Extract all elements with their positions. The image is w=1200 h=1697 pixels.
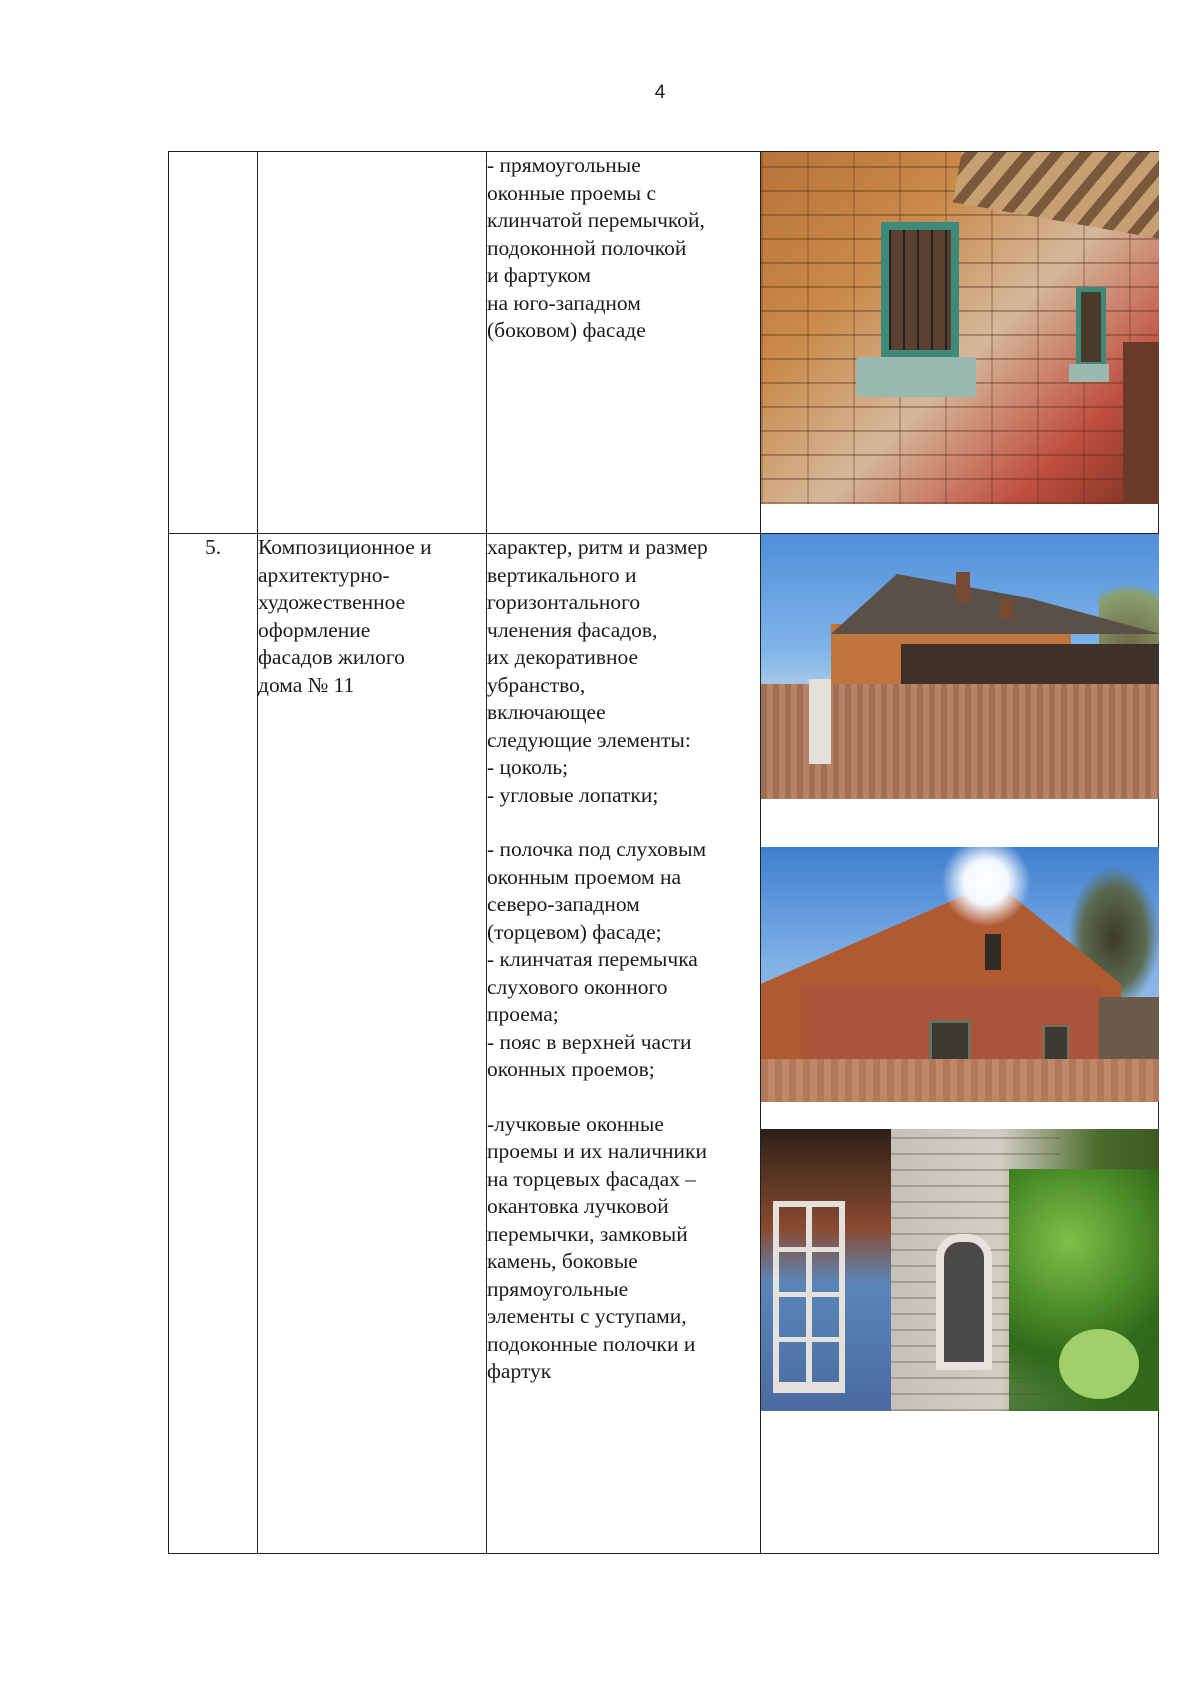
- heritage-elements-table: [168, 151, 1159, 1554]
- description-line: -лучковые оконные: [487, 1111, 664, 1136]
- fence: [761, 1059, 1159, 1102]
- description-line: слухового оконного: [487, 974, 668, 999]
- description-line: подоконные полочки и: [487, 1331, 696, 1356]
- description-line: камень, боковые: [487, 1249, 638, 1273]
- brick-facade-windows-photo: [761, 152, 1159, 504]
- shed: [1099, 997, 1159, 1067]
- subject-line: дома № 11: [258, 672, 355, 697]
- description-line: членения фасадов,: [487, 617, 658, 642]
- row-number-cell: [169, 534, 258, 1554]
- description-line: подоконной полочкой: [487, 235, 687, 260]
- paragraph-gap: [487, 809, 760, 836]
- description-line: следующие элементы:: [487, 727, 691, 752]
- row-number: 5.: [204, 535, 222, 559]
- subject-cell: [258, 152, 487, 534]
- description-line: перемычки, замковый: [487, 1221, 688, 1246]
- description-line: оконных проемов;: [487, 1057, 655, 1081]
- description-line: окантовка лучковой: [487, 1194, 669, 1218]
- photo-cell: [761, 152, 1159, 534]
- chimney: [1001, 599, 1013, 619]
- description-line: проема;: [487, 1002, 559, 1026]
- fence-post: [809, 679, 831, 764]
- description-line: их декоративное: [487, 645, 639, 669]
- window-frame: [773, 1201, 845, 1393]
- description-cell: [487, 534, 761, 1554]
- description-line: - прямоугольные: [487, 153, 641, 177]
- gable-facade-photo: [761, 847, 1159, 1102]
- chimney: [956, 572, 970, 602]
- window-sill: [856, 357, 976, 397]
- description-line: элементы с уступами,: [487, 1304, 687, 1328]
- description-line: вертикального и: [487, 562, 637, 587]
- subject-line: архитектурно-: [258, 562, 390, 587]
- description-line: - угловые лопатки;: [487, 782, 659, 807]
- description-line: - пояс в верхней части: [487, 1029, 692, 1054]
- description-line: на торцевых фасадах –: [487, 1166, 696, 1191]
- subject-line: оформление: [258, 617, 371, 642]
- description-line: - полочка под слуховым: [487, 837, 707, 861]
- description-line: и фартуком: [487, 263, 591, 287]
- description-line: (торцевом) фасаде;: [487, 919, 662, 944]
- page-number: 4: [654, 82, 666, 103]
- description-line: (боковом) фасаде: [487, 318, 646, 342]
- dormer-window: [985, 934, 1001, 970]
- arched-window: [936, 1234, 992, 1370]
- subject-cell: [258, 534, 487, 1554]
- description-line: прямоугольные: [487, 1276, 629, 1301]
- table-row: [169, 152, 1159, 534]
- description-line: оконным проемом на: [487, 864, 682, 889]
- photo-cell: [761, 534, 1159, 1554]
- house-behind-fence-photo: [761, 534, 1159, 799]
- window: [1043, 1025, 1069, 1061]
- description-cell: [487, 152, 761, 534]
- description-line: фартук: [487, 1359, 552, 1383]
- description-line: на юго-западном: [487, 290, 641, 315]
- description-line: проемы и их наличники: [487, 1139, 707, 1163]
- description-line: северо-западном: [487, 892, 640, 916]
- description-line: клинчатой перемычкой,: [487, 208, 705, 232]
- description-line: включающее: [487, 700, 606, 724]
- window-narrow: [1076, 287, 1106, 367]
- window-grilled: [881, 222, 959, 358]
- description-line: оконные проемы с: [487, 180, 657, 205]
- subject-line: фасадов жилого: [258, 645, 405, 669]
- subject-line: Композиционное и: [258, 535, 432, 559]
- description-line: горизонтального: [487, 590, 641, 614]
- window-sill: [1069, 364, 1109, 382]
- description-line: характер, ритм и размер: [487, 535, 708, 559]
- description-line: - цоколь;: [487, 755, 569, 779]
- row-number-cell: [169, 152, 258, 534]
- subject-line: художественное: [258, 590, 406, 614]
- description-line: - клинчатая перемычка: [487, 947, 698, 971]
- greenery: [1059, 1329, 1139, 1399]
- description-line: убранство,: [487, 672, 586, 697]
- table-row: [169, 534, 1159, 1554]
- paragraph-gap: [487, 1084, 760, 1111]
- arched-window-facade-photo: [761, 1129, 1159, 1411]
- door: [1123, 342, 1159, 504]
